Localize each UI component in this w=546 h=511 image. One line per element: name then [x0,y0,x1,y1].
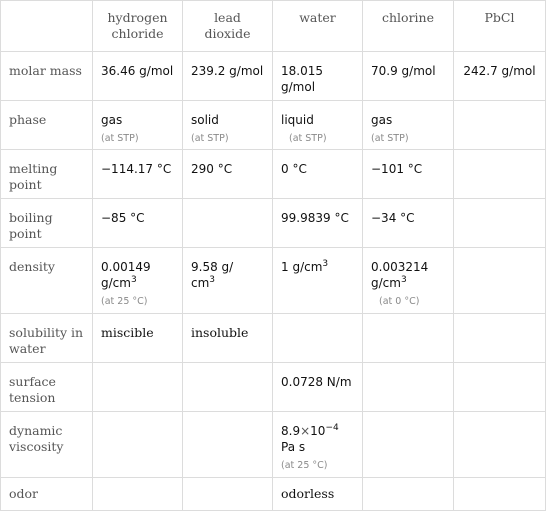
phase-note: (at STP) [191,133,229,144]
cell-surface-tension-chlorine [363,363,454,412]
row-label-surface-tension: surface tension [1,363,93,412]
density-exponent: 3 [322,259,329,269]
viscosity-unit: Pa s [281,440,306,454]
row-odor [1,478,546,511]
density-number: 0.00149 [101,260,151,274]
cell-viscosity-chlorine [363,412,454,478]
cell-molar-mass-water: 18.015 g/mol [273,52,363,101]
row-molar-mass [1,52,546,101]
cell-odor-water: odorless [273,478,363,511]
cell-boiling-point-chlorine: −34 °C [363,199,454,248]
phase-value: gas [371,113,393,127]
row-label-dynamic-viscosity: dynamic viscosity [1,412,93,478]
density-number: 0.003214 [371,260,429,274]
viscosity-exponent: −4 [325,423,339,433]
cell-melting-point-hcl: −114.17 °C [93,150,183,199]
cell-boiling-point-hcl: −85 °C [93,199,183,248]
phase-value: solid [191,113,219,127]
cell-boiling-point-pbo2 [183,199,273,248]
row-label-density: density [1,248,93,314]
cell-phase-pbo2 [183,101,273,150]
cell-odor-chlorine [363,478,454,511]
row-label-molar-mass: molar mass [1,52,93,101]
phase-value: gas [101,113,123,127]
density-unit: g/cm [371,276,401,290]
column-header-hydrogen-chloride: hydrogen chloride [93,1,183,52]
cell-surface-tension-water: 0.0728 N/m [273,363,363,412]
cell-solubility-chlorine [363,314,454,363]
cell-surface-tension-pbcl [454,363,546,412]
cell-viscosity-pbcl [454,412,546,478]
phase-note: (at STP) [101,133,139,144]
density-note: (at 25 °C) [101,296,148,307]
row-label-solubility: solubility in water [1,314,93,363]
cell-molar-mass-hcl: 36.46 g/mol [93,52,183,101]
cell-viscosity-hcl [93,412,183,478]
row-solubility [1,314,546,363]
column-header-lead-dioxide: lead dioxide [183,1,273,52]
row-density [1,248,546,314]
density-unit: g/cm [101,276,131,290]
row-boiling-point [1,199,546,248]
cell-odor-pbcl [454,478,546,511]
cell-surface-tension-hcl [93,363,183,412]
viscosity-base: 10 [310,424,326,438]
cell-density-pbcl [454,248,546,314]
cell-melting-point-chlorine: −101 °C [363,150,454,199]
cell-molar-mass-pbo2: 239.2 g/mol [183,52,273,101]
cell-density-hcl [93,248,183,314]
cell-boiling-point-pbcl [454,199,546,248]
cell-density-pbo2 [183,248,273,314]
cell-viscosity-pbo2 [183,412,273,478]
row-melting-point [1,150,546,199]
cell-phase-chlorine [363,101,454,150]
density-unit: cm [191,276,210,290]
viscosity-times: × [300,424,311,438]
row-surface-tension [1,363,546,412]
density-exponent: 3 [400,275,407,285]
cell-phase-hcl [93,101,183,150]
cell-molar-mass-chlorine: 70.9 g/mol [363,52,454,101]
row-label-boiling-point: boiling point [1,199,93,248]
cell-density-chlorine [363,248,454,314]
cell-phase-pbcl [454,101,546,150]
cell-boiling-point-water: 99.9839 °C [273,199,363,248]
cell-viscosity-water [273,412,363,478]
density-exponent: 3 [130,275,137,285]
cell-melting-point-pbo2: 290 °C [183,150,273,199]
cell-molar-mass-pbcl: 242.7 g/mol [454,52,546,101]
density-note: (at 0 °C) [379,296,420,307]
column-header-water: water [273,1,363,52]
viscosity-mantissa: 8.9 [281,424,301,438]
cell-phase-water [273,101,363,150]
header-row [1,1,546,52]
density-value: 1 g/cm [281,260,323,274]
cell-solubility-hcl: miscible [93,314,183,363]
phase-note: (at STP) [289,133,327,144]
row-label-phase: phase [1,101,93,150]
header-corner [1,1,93,52]
cell-melting-point-water: 0 °C [273,150,363,199]
phase-value: liquid [281,113,314,127]
cell-solubility-pbo2: insoluble [183,314,273,363]
density-number: 9.58 g/ [191,260,234,274]
column-header-chlorine: chlorine [363,1,454,52]
phase-note: (at STP) [371,133,409,144]
viscosity-note: (at 25 °C) [281,460,328,471]
row-dynamic-viscosity [1,412,546,478]
cell-density-water [273,248,363,314]
column-header-pbcl: PbCl [454,1,546,52]
cell-odor-hcl [93,478,183,511]
row-phase [1,101,546,150]
cell-melting-point-pbcl [454,150,546,199]
row-label-odor: odor [1,478,93,511]
density-exponent: 3 [209,275,216,285]
cell-surface-tension-pbo2 [183,363,273,412]
cell-solubility-pbcl [454,314,546,363]
cell-odor-pbo2 [183,478,273,511]
row-label-melting-point: melting point [1,150,93,199]
cell-solubility-water [273,314,363,363]
